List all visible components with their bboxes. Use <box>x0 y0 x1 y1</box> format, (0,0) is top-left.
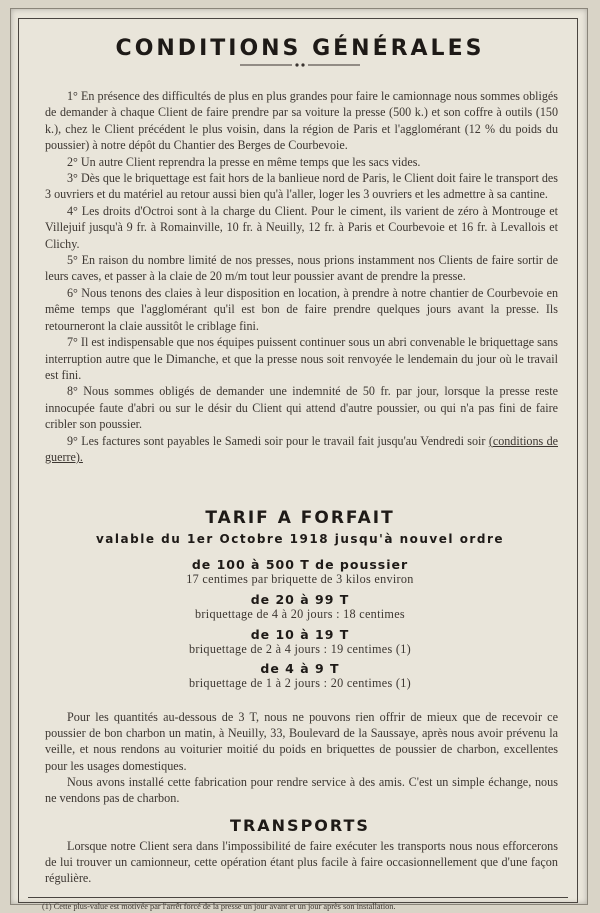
condition-item: 7° Il est indispensable que nos équipes puissent continuer sous un abri convenable le briquettage sans interruption autre que le Dimanche, et que la presse nous soit renvoyée le lendemain du jour où le travail est fini. <box>45 335 558 382</box>
war-conditions-note: (conditions de guerre). <box>45 433 558 464</box>
tarif-subtitle: valable du 1er Octobre 1918 jusqu'à nouvel ordre <box>95 532 504 546</box>
tier-heading: de 4 à 9 T <box>260 661 340 676</box>
tier-detail: briquettage de 1 à 2 jours : 20 centimes (1) <box>188 676 412 690</box>
condition-item-9 <box>45 433 558 466</box>
transports-section <box>45 838 558 887</box>
condition-item: 2° Un autre Client reprendra la presse en même temps que les sacs vides. <box>67 154 421 169</box>
conditions-list <box>45 88 558 465</box>
condition-item: 3° Dès que le briquettage est fait hors de la banlieue nord de Paris, le Client doit faire le transport des 3 ouvriers et du matériel au retour aussi bien qu'à l'aller, loger les 3 ouvriers et les admettre à sa cantine. <box>45 171 558 202</box>
condition-item: 4° Les droits d'Octroi sont à la charge du Client. Pour le ciment, ils varient de zéro à Montrouge et Villejuif jusqu'à 9 fr. à Romainville, 10 fr. à Neuilly, 12 fr. à Paris et Courbevoie et 16 fr. à Levallois et Clichy. <box>45 203 558 251</box>
tier-detail: briquettage de 4 à 20 jours : 18 centimes <box>195 607 405 621</box>
tarif-tier <box>0 557 600 587</box>
tier-heading: de 20 à 99 T <box>250 592 350 607</box>
exchange-paragraph: Nous avons installé cette fabrication pour rendre service à des amis. C'est un simple échange, nous ne vendons pas de charbon. <box>45 774 558 806</box>
small-quantities-section <box>45 709 558 806</box>
transports-paragraph: Lorsque notre Client sera dans l'impossibilité de faire exécuter les transports nous nous efforcerons de lui trouver un camionneur, cette opération étant plus facile à faire occasionnellement que d'une façon régulière. <box>45 839 558 886</box>
footnote-divider <box>28 897 568 898</box>
condition-item: 1° En présence des difficultés de plus en plus grandes pour faire le camionnage nous sommes obligés de demander à chaque Client de faire prendre par sa voiture la presse (500 k.) et son coffre à outils (150 k.), chez le Client précédent le plus voisin, dans la région de Paris et l'agglomérant (12 % du poids du poussier) à notre dépôt du Chantier des Berges de Courbevoie. <box>45 89 558 153</box>
page-title: CONDITIONS GÉNÉRALES <box>115 36 485 61</box>
condition-item: 8° Nous sommes obligés de demander une indemnité de 50 fr. par jour, lorsque la presse reste innocupée faute d'abri ou sur le désir du Client qui attend d'autre poussier, ou qui n'a pas fini de faire cribler son poussier. <box>45 384 558 432</box>
tier-heading: de 10 à 19 T <box>250 627 350 642</box>
condition-9-text: 9° Les factures sont payables le Samedi soir pour le travail fait jusqu'au Vendredi soir <box>67 433 486 448</box>
tier-detail: 17 centimes par briquette de 3 kilos environ <box>186 572 414 586</box>
tarif-tier <box>0 627 600 657</box>
condition-item: 5° En raison du nombre limité de nos presses, nous prions instamment nos Clients de faire sortir de leurs caves, et passer à la claie de 20 m/m tout leur poussier avant de prendre la presse. <box>45 253 558 284</box>
transports-title: TRANSPORTS <box>230 816 370 835</box>
footnote: (1) Cette plus-value est motivée par l'arrêt forcé de la presse un jour avant et un jour après son installation. <box>42 902 396 911</box>
condition-item: 6° Nous tenons des claies à leur disposition en location, à prendre à notre chantier de Courbevoie en même temps que l'agglomérant qu'il est bon de faire prendre quelques jours avant la presse. Ils retourneront la claie aussitôt le criblage fini. <box>45 285 558 333</box>
ornament-divider <box>240 60 360 70</box>
small-quantities-paragraph: Pour les quantités au-dessous de 3 T, nous ne pouvons rien offrir de mieux que de recevoir ce poussier de bon charbon un matin, à Neuilly, 33, Boulevard de la Saussaye, après nous avoir prévenu la veille, et nous rendons au voiturier moitié du poids en briquettes de poussier de charbon, excellentes pour les usages domestiques. <box>45 710 558 773</box>
tarif-tier <box>0 661 600 691</box>
tarif-tier <box>0 592 600 622</box>
tier-detail: briquettage de 2 à 4 jours : 19 centimes (1) <box>188 642 412 656</box>
tier-heading: de 100 à 500 T de poussier <box>191 557 409 572</box>
tarif-title: TARIF A FORFAIT <box>205 508 395 528</box>
